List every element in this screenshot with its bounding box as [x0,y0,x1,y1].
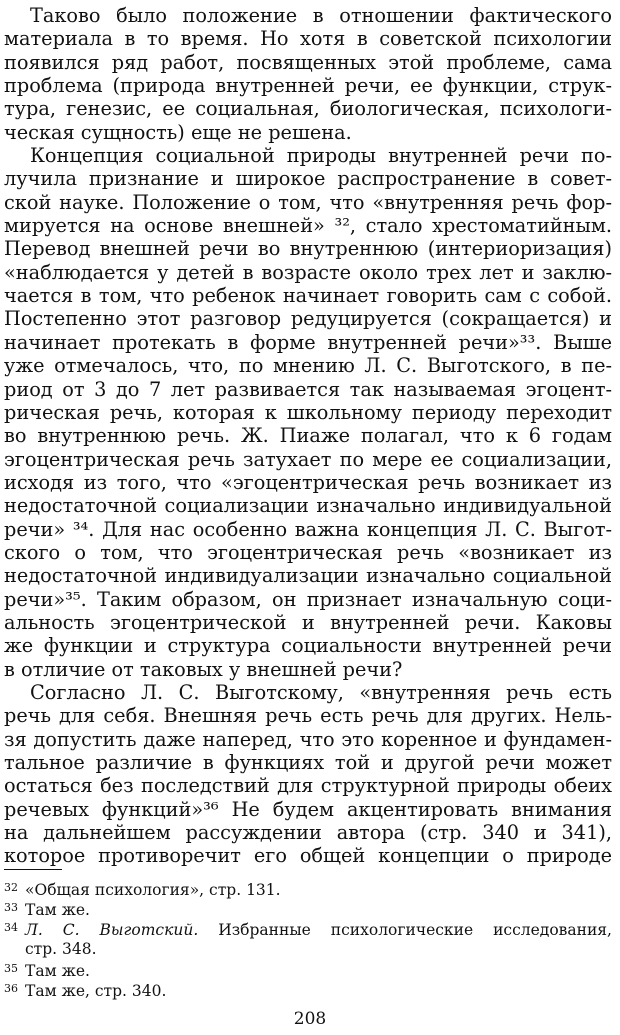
footnote-text: Там же. [25,901,90,920]
text-line: недостаточной индивидуализации изначально социальной [4,564,612,588]
text-line: недостаточной социализации изначально индивидуальной [4,494,612,518]
text-line: альность эгоцентрической и внутренней речи. Каковы [4,610,612,634]
text-line: ческая сущность) еще не решена. [4,120,352,144]
body-text [4,4,612,868]
footnote-continuation: стр. 348. [25,939,97,958]
text-line: проблема (природа внутренней речи, ее функции, струк- [4,74,612,98]
text-line: во внутреннюю речь. Ж. Пиаже полагал, что к 6 годам [4,424,612,448]
text-line: тура, генезис, ее социальная, биологическая, психологи- [4,97,612,121]
text-line: остаться без последствий для структурной природы обеих [4,774,612,798]
text-line: в отличие от таковых у внешней речи? [4,657,403,681]
text-line: ской науке. Положение о том, что «внутренняя речь фор- [4,190,612,214]
footnote-text: Там же, стр. 340. [25,981,167,1000]
text-line: «наблюдается у детей в возрасте около трех лет и заклю- [4,260,612,284]
text-line: риод от 3 до 7 лет развивается так называемая эгоцент- [4,377,612,401]
text-line: речевых функций»³⁶ Не будем акцентировать внимания [4,797,612,821]
text-line: на дальнейшем рассуждении автора (стр. 340 и 341), [4,821,612,845]
text-line: которое противоречит его общей концепции о природе [4,844,612,868]
text-line: речи»³⁵. Таким образом, он признает изначальную соци- [4,587,612,611]
footnote [4,959,612,979]
text-line: материала в то время. Но хотя в советской психологии [4,27,612,51]
footnote-number: 34 [4,921,18,935]
text-line: же функции и структура социальности внутренней речи [4,634,612,658]
text-line: лучила признание и широкое распространение в совет- [4,167,612,191]
footnote [4,878,612,898]
text-line: Таково было положение в отношении фактического [30,4,612,27]
footnote-number: 32 [4,881,18,894]
text-line: исходя из того, что «эгоцентрическая речь возникает из [4,470,612,494]
text-line: появился ряд работ, посвященных этой проблеме, сама [4,50,612,74]
footnote-number: 35 [4,961,18,975]
footnote [4,979,612,999]
footnote-number: 36 [4,981,18,995]
text-line: рическая речь, которая к школьному периоду переходит [4,400,612,424]
footnote-number: 33 [4,901,18,915]
text-line: Перевод внешней речи во внутреннюю (интериоризация) [4,237,612,261]
text-line: тальное различие в функциях той и другой речи может [4,751,612,774]
footnote-separator [4,869,62,870]
text-line: уже отмечалось, что, по мнению Л. С. Выготского, в пе- [4,354,612,378]
page-number: 208 [293,1009,327,1029]
text-line: начинает протекать в форме внутренней речи»³³. Выше [4,330,612,354]
footnotes [4,878,612,999]
text-line: мируется на основе внешней» ³², стало хрестоматийным. [4,214,612,238]
footnote [4,898,612,918]
text-line: чается в том, что ребенок начинает говорить сам с собой. [4,284,612,308]
text-line: эгоцентрическая речь затухает по мере ее социализации, [4,447,612,471]
footnote-author: Л. С. Выготский. [25,921,199,940]
footnote [4,918,612,938]
footnote-text: Там же. [25,961,90,980]
text-line: речи» ³⁴. Для нас особенно важна концепция Л. С. Выгот- [4,517,612,541]
text-line: Постепенно этот разговор редуцируется (сокращается) и [4,307,612,331]
text-line: Концепция социальной природы внутренней речи по- [30,144,612,168]
text-line: зя допустить даже наперед, что это коренное и фундамен- [4,727,612,751]
footnote-text: Избранные психологические исследования, [218,921,612,940]
footnote-text: «Общая психология», стр. 131. [25,881,281,899]
text-line: речь для себя. Внешняя речь есть речь для других. Нель- [4,704,612,728]
text-line: Согласно Л. С. Выготскому, «внутренняя речь есть [30,680,612,704]
text-line: ского о том, что эгоцентрическая речь «возникает из [4,540,612,564]
